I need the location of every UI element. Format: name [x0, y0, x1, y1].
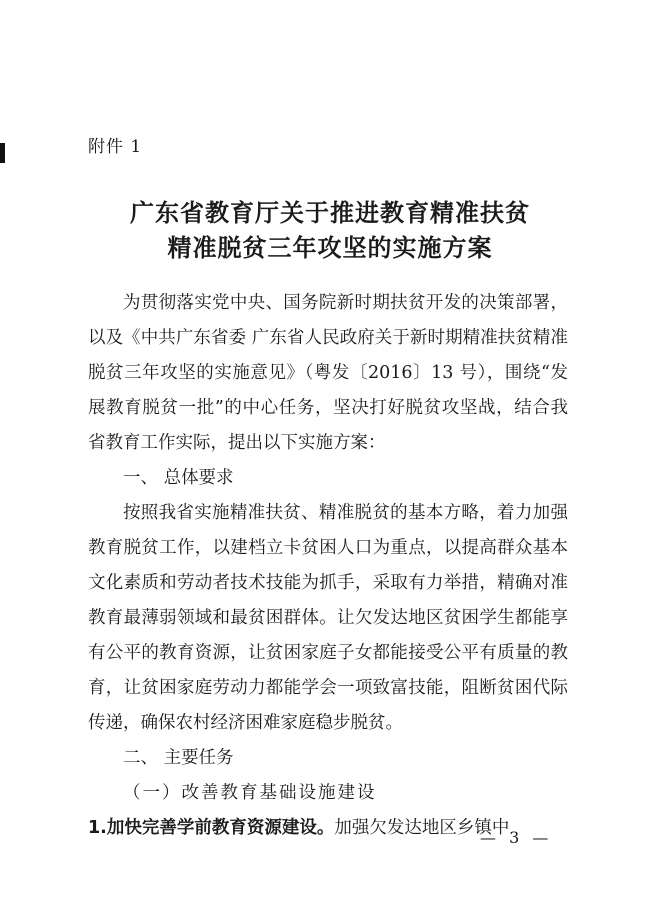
binding-mark — [0, 143, 5, 163]
page-number: — 3 — — [480, 828, 553, 847]
section-2-heading: 二、 主要任务 — [123, 748, 234, 768]
section-1-heading: 一、 总体要求 — [123, 468, 234, 488]
document-body — [88, 286, 568, 846]
intro-paragraph: 为贯彻落实党中央、国务院新时期扶贫开发的决策部署，以及《中共广东省委 广东省人民政府关于新时期精准扶贫精准脱贫三年攻坚的实施意见》（粤发〔2016〕13 号），围绕“发展教育脱贫一批”的中心任务，坚决打好脱贫攻坚战，结合我省教育工作实际，提出以下实施方案： — [88, 293, 568, 453]
document-title — [60, 196, 600, 266]
section-1-paragraph: 按照我省实施精准扶贫、精准脱贫的基本方略，着力加强教育脱贫工作，以建档立卡贫困人口为重点，以提高群众基本文化素质和劳动者技术技能为抓手，采取有力举措，精确对准教育最薄弱领域和最贫困群体。让欠发达地区贫困学生都能享有公平的教育资源，让贫困家庭子女都能接受公平有质量的教育，让贫困家庭劳动力都能学会一项致富技能，阻断贫困代际传递，确保农村经济困难家庭稳步脱贫。 — [88, 503, 568, 733]
task-item-1-text: 加强欠发达地区乡镇中 — [334, 818, 510, 838]
title-line-1: 广东省教育厅关于推进教育精准扶贫 — [130, 199, 530, 227]
title-line-2: 精准脱贫三年攻坚的实施方案 — [167, 234, 493, 262]
task-item-1-lead: 1.加快完善学前教育资源建设。 — [88, 818, 335, 838]
section-2-subheading: （一）改善教育基础设施建设 — [123, 783, 377, 803]
attachment-label: 附件 1 — [88, 137, 143, 157]
